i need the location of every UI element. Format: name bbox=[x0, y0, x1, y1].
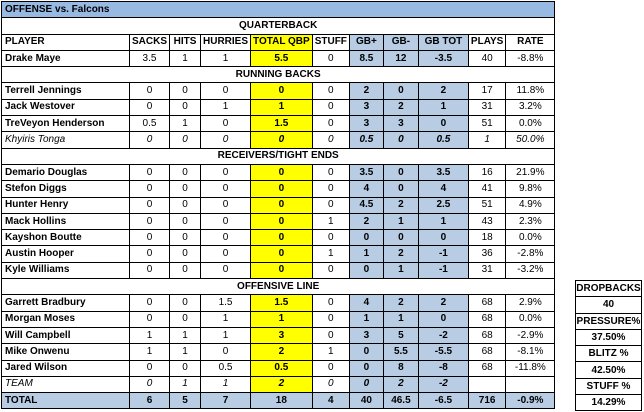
stat-cell: 0 bbox=[130, 295, 170, 311]
stat-cell: 0 bbox=[251, 246, 313, 262]
summary-label-row bbox=[576, 378, 642, 394]
stat-cell: 0 bbox=[130, 164, 170, 180]
summary-label-row bbox=[576, 313, 642, 329]
stat-cell: 0 bbox=[383, 83, 418, 99]
stat-cell: 21.9% bbox=[506, 164, 555, 180]
summary-value-row bbox=[576, 297, 642, 313]
stat-cell: 2.3% bbox=[506, 213, 555, 229]
stat-cell: 8 bbox=[383, 360, 418, 376]
stat-cell: 0 bbox=[170, 99, 201, 115]
stat-cell: 3.2% bbox=[506, 99, 555, 115]
stat-cell: 1 bbox=[170, 344, 201, 360]
stat-cell: 36 bbox=[468, 246, 505, 262]
stat-cell: 1 bbox=[201, 376, 251, 392]
stat-cell: 1 bbox=[251, 99, 313, 115]
title-row bbox=[2, 2, 626, 18]
player-name: Demario Douglas bbox=[2, 164, 130, 180]
stat-cell: 0 bbox=[251, 164, 313, 180]
summary-label-row bbox=[576, 346, 642, 362]
stat-cell: 3 bbox=[349, 99, 383, 115]
summary-label: BLITZ % bbox=[576, 346, 642, 362]
stat-cell: -5.5 bbox=[418, 344, 468, 360]
stat-cell: 0 bbox=[170, 132, 201, 148]
stat-cell: 0 bbox=[418, 230, 468, 246]
player-name: Garrett Bradbury bbox=[2, 295, 130, 311]
stat-cell: 51 bbox=[468, 116, 505, 132]
stat-cell: 0 bbox=[349, 230, 383, 246]
stat-cell: 12 bbox=[383, 50, 418, 66]
column-header: GB TOT bbox=[418, 34, 468, 50]
stat-cell: 2 bbox=[418, 83, 468, 99]
stat-cell: 0 bbox=[312, 327, 349, 343]
column-header: HITS bbox=[170, 34, 201, 50]
stat-cell: 0 bbox=[130, 83, 170, 99]
table-title: OFFENSE vs. Falcons bbox=[2, 2, 555, 18]
stat-cell: 68 bbox=[468, 327, 505, 343]
total-cell: 40 bbox=[349, 393, 383, 409]
section-row bbox=[2, 279, 626, 295]
stat-cell: 41 bbox=[468, 181, 505, 197]
stat-cell: 8.5 bbox=[349, 50, 383, 66]
stat-cell: 1 bbox=[170, 376, 201, 392]
stat-cell: 0 bbox=[201, 83, 251, 99]
stat-cell: -2 bbox=[418, 376, 468, 392]
stat-cell: -8.1% bbox=[506, 344, 555, 360]
stat-cell: 3.5 bbox=[349, 164, 383, 180]
stat-cell: -1 bbox=[418, 246, 468, 262]
column-header: HURRIES bbox=[201, 34, 251, 50]
stat-cell: 0 bbox=[251, 197, 313, 213]
stat-cell: -2.9% bbox=[506, 327, 555, 343]
player-row bbox=[2, 197, 626, 213]
stat-cell: 2 bbox=[251, 376, 313, 392]
empty-cell bbox=[555, 18, 626, 34]
stat-cell: 68 bbox=[468, 344, 505, 360]
empty-cell bbox=[555, 67, 626, 83]
stat-cell: 0 bbox=[312, 230, 349, 246]
player-row bbox=[2, 83, 626, 99]
summary-value-row bbox=[576, 362, 642, 378]
stat-cell: 3 bbox=[383, 116, 418, 132]
total-cell: -0.9% bbox=[506, 393, 555, 409]
stat-cell: 0 bbox=[130, 230, 170, 246]
stat-cell: 0 bbox=[251, 83, 313, 99]
summary-value: 14.29% bbox=[576, 395, 642, 411]
stat-cell: -8.8% bbox=[506, 50, 555, 66]
stat-cell: 0 bbox=[201, 230, 251, 246]
player-name: Khyiris Tonga bbox=[2, 132, 130, 148]
stat-cell: 0 bbox=[170, 83, 201, 99]
player-name: Kyle Williams bbox=[2, 262, 130, 278]
player-name: Mack Hollins bbox=[2, 213, 130, 229]
stat-cell: 3.5 bbox=[130, 50, 170, 66]
player-name: Terrell Jennings bbox=[2, 83, 130, 99]
stat-cell: 0 bbox=[312, 295, 349, 311]
stat-cell: 1 bbox=[170, 50, 201, 66]
player-row bbox=[2, 132, 626, 148]
player-name: Jared Wilson bbox=[2, 360, 130, 376]
player-row bbox=[2, 99, 626, 115]
stat-cell: 0.5 bbox=[201, 360, 251, 376]
column-header: PLAYS bbox=[468, 34, 505, 50]
player-name: Mike Onwenu bbox=[2, 344, 130, 360]
stat-cell: 0 bbox=[170, 213, 201, 229]
stat-cell: 0.5 bbox=[130, 116, 170, 132]
section-heading: QUARTERBACK bbox=[2, 18, 555, 34]
stat-cell: 1 bbox=[201, 327, 251, 343]
stat-cell: 0 bbox=[170, 197, 201, 213]
player-name: Stefon Diggs bbox=[2, 181, 130, 197]
stat-cell: 2 bbox=[383, 376, 418, 392]
stat-cell: 0 bbox=[130, 311, 170, 327]
player-row bbox=[2, 50, 626, 66]
empty-cell bbox=[555, 213, 626, 229]
empty-cell bbox=[555, 50, 626, 66]
stat-cell: -11.8% bbox=[506, 360, 555, 376]
player-row bbox=[2, 262, 626, 278]
player-name: Hunter Henry bbox=[2, 197, 130, 213]
empty-cell bbox=[555, 83, 626, 99]
stat-cell: 0 bbox=[201, 262, 251, 278]
stat-cell: 0 bbox=[418, 311, 468, 327]
stat-cell: 1 bbox=[383, 311, 418, 327]
stat-cell: 5 bbox=[383, 327, 418, 343]
stat-cell: -2.8% bbox=[506, 246, 555, 262]
stat-cell: 1.5 bbox=[201, 295, 251, 311]
stat-cell: 0.5 bbox=[349, 132, 383, 148]
empty-cell bbox=[555, 148, 626, 164]
total-cell: 4 bbox=[312, 393, 349, 409]
stat-cell: 1 bbox=[170, 116, 201, 132]
column-header: RATE bbox=[506, 34, 555, 50]
player-row bbox=[2, 181, 626, 197]
stat-cell: 0 bbox=[130, 360, 170, 376]
stat-cell: 51 bbox=[468, 197, 505, 213]
stat-cell: 1 bbox=[130, 327, 170, 343]
total-cell: 7 bbox=[201, 393, 251, 409]
total-cell: 46.5 bbox=[383, 393, 418, 409]
stat-cell: 0 bbox=[251, 262, 313, 278]
stat-cell: 2 bbox=[383, 99, 418, 115]
section-row bbox=[2, 18, 626, 34]
empty-cell bbox=[555, 181, 626, 197]
stat-cell: 5.5 bbox=[251, 50, 313, 66]
stat-cell: 0 bbox=[201, 213, 251, 229]
stat-cell: 0 bbox=[170, 246, 201, 262]
stat-cell: 0 bbox=[130, 262, 170, 278]
stat-cell: 0 bbox=[201, 116, 251, 132]
stat-cell: 0 bbox=[130, 181, 170, 197]
player-name: TEAM bbox=[2, 376, 130, 392]
stat-cell: 0 bbox=[349, 376, 383, 392]
stat-cell: 3 bbox=[251, 327, 313, 343]
stat-cell: 0 bbox=[312, 99, 349, 115]
stat-cell: 1 bbox=[312, 213, 349, 229]
stat-cell: 0 bbox=[312, 50, 349, 66]
stat-cell: 0.0% bbox=[506, 311, 555, 327]
stat-cell: -1 bbox=[418, 262, 468, 278]
stat-cell: 0 bbox=[201, 181, 251, 197]
stat-cell: 2 bbox=[349, 83, 383, 99]
player-name: Morgan Moses bbox=[2, 311, 130, 327]
column-header: TOTAL QBP bbox=[251, 34, 313, 50]
stat-cell: 0.0% bbox=[506, 230, 555, 246]
player-name: TreVeyon Henderson bbox=[2, 116, 130, 132]
stat-cell: 18 bbox=[468, 230, 505, 246]
section-heading: RECEIVERS/TIGHT ENDS bbox=[2, 148, 555, 164]
stat-cell: 0 bbox=[170, 311, 201, 327]
total-cell: -6.5 bbox=[418, 393, 468, 409]
stat-cell: 0 bbox=[312, 164, 349, 180]
player-name: Drake Maye bbox=[2, 50, 130, 66]
stat-cell: 0 bbox=[312, 376, 349, 392]
summary-panel bbox=[575, 280, 642, 411]
stat-cell: 3.5 bbox=[418, 164, 468, 180]
stat-cell: 4 bbox=[349, 181, 383, 197]
stat-cell: 0 bbox=[170, 230, 201, 246]
stat-cell: 68 bbox=[468, 295, 505, 311]
stat-cell: 0 bbox=[201, 246, 251, 262]
player-row bbox=[2, 246, 626, 262]
stat-cell: 2.9% bbox=[506, 295, 555, 311]
section-row bbox=[2, 67, 626, 83]
summary-value-row bbox=[576, 395, 642, 411]
stat-cell: 0 bbox=[251, 132, 313, 148]
stat-cell: 0.5 bbox=[251, 360, 313, 376]
total-cell: 6 bbox=[130, 393, 170, 409]
stat-cell: 2 bbox=[383, 246, 418, 262]
stat-cell: 0 bbox=[312, 181, 349, 197]
stat-cell: 31 bbox=[468, 262, 505, 278]
stat-cell: 1 bbox=[312, 344, 349, 360]
player-row bbox=[2, 164, 626, 180]
summary-value: 42.50% bbox=[576, 362, 642, 378]
stat-cell: 1 bbox=[201, 99, 251, 115]
stat-cell bbox=[468, 376, 505, 392]
stat-cell: 0 bbox=[383, 132, 418, 148]
stat-cell: 1 bbox=[383, 213, 418, 229]
stat-cell: 0 bbox=[170, 295, 201, 311]
stat-cell: 40 bbox=[468, 50, 505, 66]
stat-cell: 0 bbox=[201, 197, 251, 213]
empty-cell bbox=[555, 164, 626, 180]
stat-cell: 0 bbox=[201, 164, 251, 180]
section-heading: RUNNING BACKS bbox=[2, 67, 555, 83]
stat-cell: 2 bbox=[383, 295, 418, 311]
stat-cell: 43 bbox=[468, 213, 505, 229]
stat-cell: 0 bbox=[349, 344, 383, 360]
total-cell: 18 bbox=[251, 393, 313, 409]
stat-cell: 1 bbox=[201, 50, 251, 66]
stat-cell: 0 bbox=[130, 99, 170, 115]
stat-cell: 2.5 bbox=[418, 197, 468, 213]
section-row bbox=[2, 148, 626, 164]
player-name: Kayshon Boutte bbox=[2, 230, 130, 246]
stat-cell: 1 bbox=[201, 311, 251, 327]
player-row bbox=[2, 116, 626, 132]
summary-label: DROPBACKS bbox=[576, 281, 642, 297]
stat-cell: 1.5 bbox=[251, 295, 313, 311]
player-row bbox=[2, 213, 626, 229]
empty-cell bbox=[555, 132, 626, 148]
stat-cell: 1 bbox=[383, 262, 418, 278]
player-row bbox=[2, 230, 626, 246]
player-row bbox=[2, 344, 626, 360]
empty-cell bbox=[555, 246, 626, 262]
stat-cell: 0 bbox=[130, 213, 170, 229]
stat-cell: 1 bbox=[349, 246, 383, 262]
stat-cell bbox=[506, 376, 555, 392]
stat-cell: 4 bbox=[349, 295, 383, 311]
summary-value: 37.50% bbox=[576, 329, 642, 345]
player-row bbox=[2, 311, 626, 327]
player-row bbox=[2, 376, 626, 392]
stat-cell: 0 bbox=[170, 181, 201, 197]
summary-value-row bbox=[576, 329, 642, 345]
stat-cell: 17 bbox=[468, 83, 505, 99]
stat-cell: 31 bbox=[468, 99, 505, 115]
stat-cell: 0 bbox=[201, 132, 251, 148]
player-row bbox=[2, 327, 626, 343]
column-header: STUFF bbox=[312, 34, 349, 50]
stat-cell: 1 bbox=[251, 311, 313, 327]
stat-cell: 0 bbox=[312, 83, 349, 99]
header-row bbox=[2, 34, 626, 50]
stat-cell: 1 bbox=[468, 132, 505, 148]
total-label: TOTAL bbox=[2, 393, 130, 409]
empty-cell bbox=[555, 230, 626, 246]
stat-cell: 0 bbox=[312, 197, 349, 213]
stat-cell: 1.5 bbox=[251, 116, 313, 132]
stat-cell: 1 bbox=[170, 327, 201, 343]
stat-cell: 0 bbox=[130, 246, 170, 262]
player-name: Will Campbell bbox=[2, 327, 130, 343]
empty-cell bbox=[555, 34, 626, 50]
summary-label: PRESSURE% bbox=[576, 313, 642, 329]
stat-cell: 68 bbox=[468, 311, 505, 327]
total-cell: 716 bbox=[468, 393, 505, 409]
stat-cell: 0 bbox=[383, 164, 418, 180]
stat-cell: -3.2% bbox=[506, 262, 555, 278]
stat-cell: 1 bbox=[312, 246, 349, 262]
stat-cell: 2 bbox=[383, 197, 418, 213]
stat-cell: 0 bbox=[130, 376, 170, 392]
empty-cell bbox=[555, 262, 626, 278]
empty-cell bbox=[555, 116, 626, 132]
summary-label: STUFF % bbox=[576, 378, 642, 394]
column-header: GB+ bbox=[349, 34, 383, 50]
stat-cell: 2 bbox=[349, 213, 383, 229]
stat-cell: 68 bbox=[468, 360, 505, 376]
stat-cell: -8 bbox=[418, 360, 468, 376]
stat-cell: 0 bbox=[312, 262, 349, 278]
stat-cell: 0 bbox=[383, 230, 418, 246]
summary-label-row bbox=[576, 281, 642, 297]
stat-cell: 0.0% bbox=[506, 116, 555, 132]
stat-cell: 1 bbox=[418, 213, 468, 229]
stat-cell: 0 bbox=[251, 181, 313, 197]
stat-cell: 2 bbox=[251, 344, 313, 360]
summary-value: 40 bbox=[576, 297, 642, 313]
stat-cell: 3 bbox=[349, 327, 383, 343]
stat-cell: 0 bbox=[170, 164, 201, 180]
stat-cell: 0 bbox=[312, 116, 349, 132]
stat-cell: 1 bbox=[418, 99, 468, 115]
stat-cell: 0 bbox=[130, 132, 170, 148]
stat-cell: -3.5 bbox=[418, 50, 468, 66]
stat-cell: 0 bbox=[251, 230, 313, 246]
stat-cell: 16 bbox=[468, 164, 505, 180]
player-row bbox=[2, 360, 626, 376]
stat-cell: 2 bbox=[418, 295, 468, 311]
section-heading: OFFENSIVE LINE bbox=[2, 279, 555, 295]
stat-cell: 4.5 bbox=[349, 197, 383, 213]
stat-cell: 0 bbox=[130, 197, 170, 213]
stat-cell: 0 bbox=[349, 262, 383, 278]
column-header: GB- bbox=[383, 34, 418, 50]
stat-cell: 0 bbox=[170, 360, 201, 376]
stat-cell: 1 bbox=[349, 311, 383, 327]
stat-cell: 0 bbox=[349, 360, 383, 376]
column-header: SACKS bbox=[130, 34, 170, 50]
stat-cell: 0 bbox=[383, 181, 418, 197]
player-row bbox=[2, 295, 626, 311]
stat-cell: 4 bbox=[418, 181, 468, 197]
empty-cell bbox=[555, 2, 626, 18]
stats-table bbox=[1, 1, 626, 409]
total-row bbox=[2, 393, 626, 409]
column-header: PLAYER bbox=[2, 34, 130, 50]
stat-cell: 0 bbox=[418, 116, 468, 132]
stat-cell: 0.5 bbox=[418, 132, 468, 148]
stat-cell: 0 bbox=[170, 262, 201, 278]
player-name: Jack Westover bbox=[2, 99, 130, 115]
stat-cell: 11.8% bbox=[506, 83, 555, 99]
empty-cell bbox=[555, 197, 626, 213]
stat-cell: -2 bbox=[418, 327, 468, 343]
stat-cell: 0 bbox=[201, 344, 251, 360]
stat-cell: 9.8% bbox=[506, 181, 555, 197]
stat-cell: 1 bbox=[130, 344, 170, 360]
total-cell: 5 bbox=[170, 393, 201, 409]
stat-cell: 0 bbox=[312, 311, 349, 327]
stat-cell: 3 bbox=[349, 116, 383, 132]
stat-cell: 0 bbox=[312, 132, 349, 148]
stat-cell: 0 bbox=[251, 213, 313, 229]
stat-cell: 50.0% bbox=[506, 132, 555, 148]
stat-cell: 4.9% bbox=[506, 197, 555, 213]
stat-cell: 5.5 bbox=[383, 344, 418, 360]
empty-cell bbox=[555, 99, 626, 115]
player-name: Austin Hooper bbox=[2, 246, 130, 262]
stat-cell: 0 bbox=[312, 360, 349, 376]
